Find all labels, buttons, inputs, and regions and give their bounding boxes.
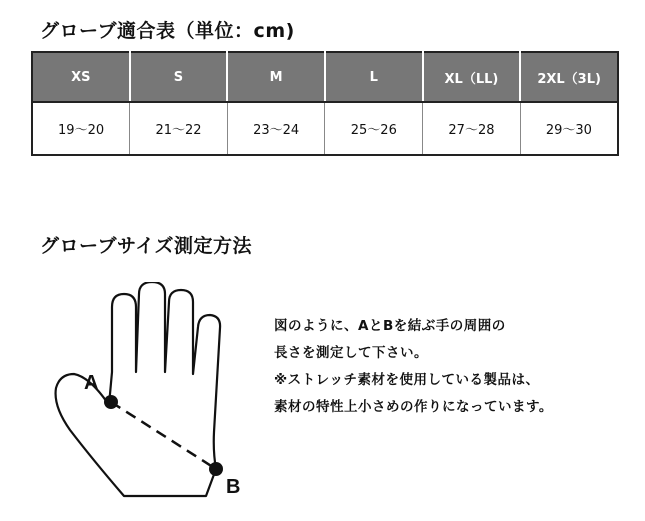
size-header-2xl: 2XL（3L) <box>520 52 618 102</box>
measurement-description <box>274 313 553 421</box>
size-header-xl: XL（LL) <box>423 52 521 102</box>
size-header-l: L <box>325 52 423 102</box>
description-line-1: 図のように、AとBを結ぶ手の周囲の <box>274 318 506 334</box>
point-a-marker <box>104 395 118 409</box>
glove-outline <box>56 282 221 496</box>
size-header-xs: XS <box>32 52 130 102</box>
point-a-label: A <box>84 372 99 394</box>
size-chart-table <box>31 51 619 156</box>
point-b-label: B <box>226 476 241 498</box>
size-value-s: 21～22 <box>130 102 228 155</box>
measurement-title: グローブサイズ測定方法 <box>40 235 253 257</box>
description-line-3: ※ストレッチ素材を使用している製品は、 <box>274 372 540 388</box>
size-header-s: S <box>130 52 228 102</box>
size-header-m: M <box>227 52 325 102</box>
size-value-xs: 19～20 <box>32 102 130 155</box>
size-chart-title: グローブ適合表（単位：cm) <box>40 20 295 42</box>
size-header-row <box>32 52 618 102</box>
glove-diagram <box>48 282 258 507</box>
description-line-2: 長さを測定して下さい。 <box>274 345 428 361</box>
description-line-4: 素材の特性上小さめの作りになっています。 <box>274 399 553 415</box>
point-b-marker <box>209 462 223 476</box>
size-value-l: 25～26 <box>325 102 423 155</box>
size-value-m: 23～24 <box>227 102 325 155</box>
size-value-2xl: 29～30 <box>520 102 618 155</box>
size-value-xl: 27～28 <box>423 102 521 155</box>
size-value-row <box>32 102 618 155</box>
